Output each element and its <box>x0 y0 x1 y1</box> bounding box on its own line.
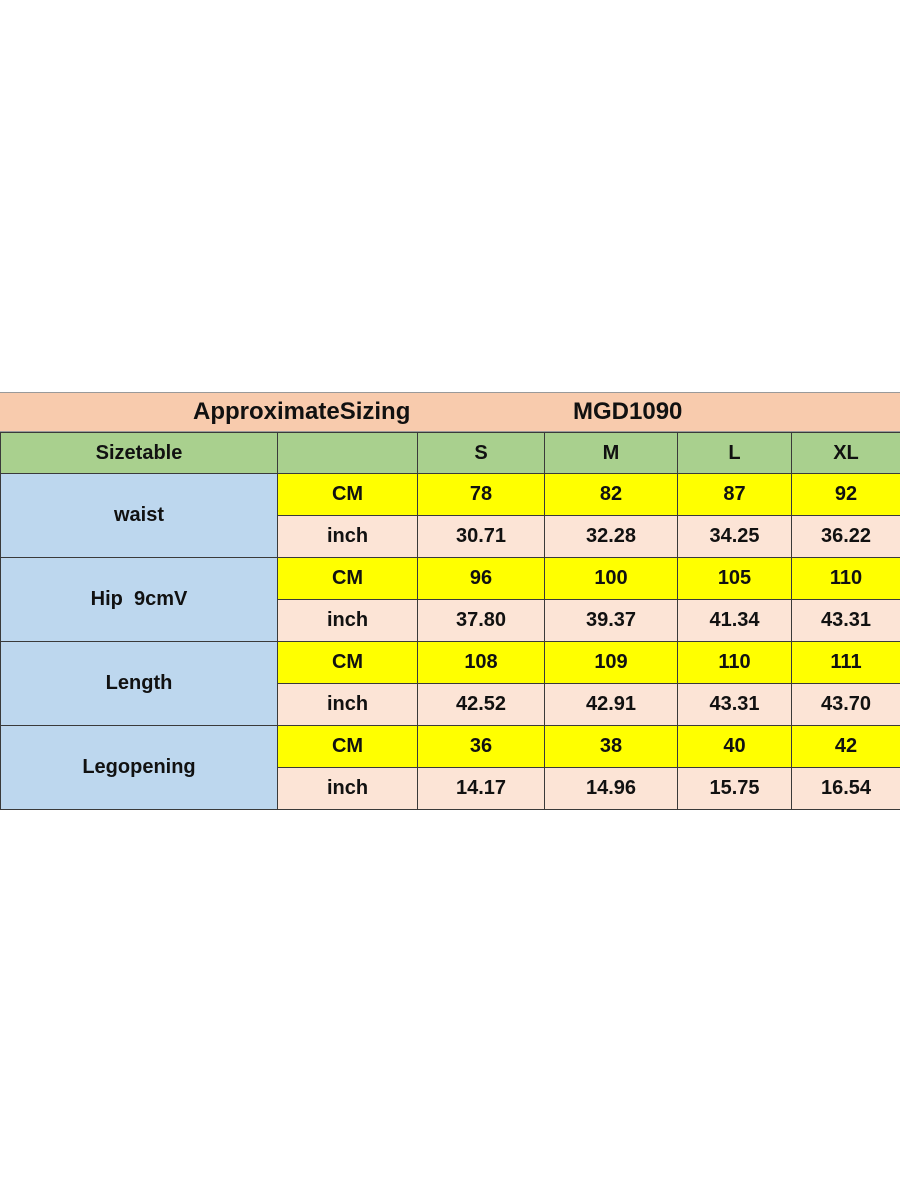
value-cell: 43.70 <box>792 684 900 726</box>
value-cell: 39.37 <box>545 600 678 642</box>
header-unit <box>278 433 418 474</box>
header-size-l: L <box>678 433 792 474</box>
value-cell: 96 <box>418 558 545 600</box>
product-code: MGD1090 <box>573 398 683 425</box>
value-cell: 36.22 <box>792 516 900 558</box>
chart-title: ApproximateSizing <box>193 398 411 425</box>
measure-row-cm <box>1 558 900 600</box>
measure-label <box>1 558 278 642</box>
header-sizetable: Sizetable <box>1 433 278 474</box>
value-cell: 100 <box>545 558 678 600</box>
unit-cell: CM <box>278 558 418 600</box>
value-cell: 111 <box>792 642 900 684</box>
unit-cell: CM <box>278 474 418 516</box>
title-bar <box>0 392 900 432</box>
value-cell: 43.31 <box>792 600 900 642</box>
value-cell: 78 <box>418 474 545 516</box>
unit-cell: CM <box>278 642 418 684</box>
value-cell: 82 <box>545 474 678 516</box>
value-cell: 14.17 <box>418 768 545 810</box>
value-cell: 14.96 <box>545 768 678 810</box>
measure-row-cm <box>1 642 900 684</box>
unit-cell: inch <box>278 684 418 726</box>
measure-label <box>1 474 278 558</box>
value-cell: 87 <box>678 474 792 516</box>
measure-label-text: Length <box>105 672 173 694</box>
header-size-xl: XL <box>792 433 900 474</box>
value-cell: 36 <box>418 726 545 768</box>
header-size-s: S <box>418 433 545 474</box>
measure-row-cm <box>1 726 900 768</box>
value-cell: 110 <box>792 558 900 600</box>
unit-cell: inch <box>278 768 418 810</box>
value-cell: 34.25 <box>678 516 792 558</box>
value-cell: 42.52 <box>418 684 545 726</box>
value-cell: 92 <box>792 474 900 516</box>
value-cell: 16.54 <box>792 768 900 810</box>
value-cell: 30.71 <box>418 516 545 558</box>
measure-label-text: waist <box>113 504 165 526</box>
value-cell: 42 <box>792 726 900 768</box>
header-row <box>1 433 900 474</box>
unit-cell: inch <box>278 516 418 558</box>
measure-label-text: Hip 9cmV <box>90 588 188 610</box>
value-cell: 32.28 <box>545 516 678 558</box>
value-cell: 43.31 <box>678 684 792 726</box>
measure-row-cm <box>1 474 900 516</box>
unit-cell: CM <box>278 726 418 768</box>
value-cell: 105 <box>678 558 792 600</box>
size-table <box>0 432 900 810</box>
measure-label <box>1 642 278 726</box>
size-chart <box>0 392 900 810</box>
value-cell: 40 <box>678 726 792 768</box>
value-cell: 37.80 <box>418 600 545 642</box>
measure-label <box>1 726 278 810</box>
header-size-m: M <box>545 433 678 474</box>
value-cell: 41.34 <box>678 600 792 642</box>
value-cell: 108 <box>418 642 545 684</box>
unit-cell: inch <box>278 600 418 642</box>
value-cell: 15.75 <box>678 768 792 810</box>
measure-label-text: Legopening <box>82 756 196 778</box>
value-cell: 42.91 <box>545 684 678 726</box>
value-cell: 38 <box>545 726 678 768</box>
value-cell: 109 <box>545 642 678 684</box>
value-cell: 110 <box>678 642 792 684</box>
